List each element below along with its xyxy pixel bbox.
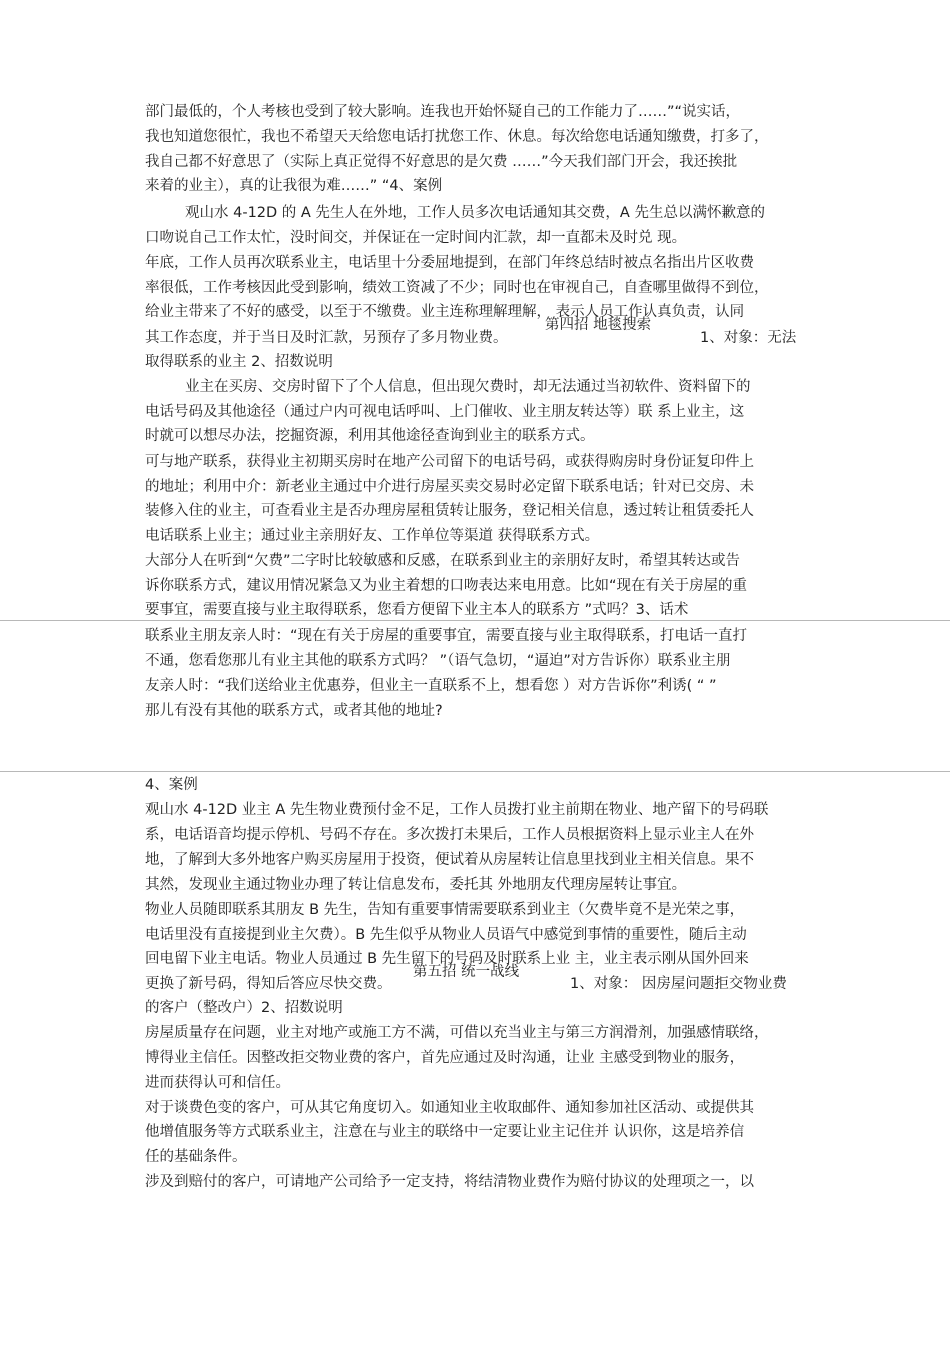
text-line: 4、案例 (145, 777, 198, 793)
page-divider (0, 620, 950, 621)
section-heading-5: 第五招 统一战线 (413, 964, 520, 980)
text-line: 的客户（整改户）2、招数说明 (145, 1000, 343, 1016)
text-line: 部门最低的，个人考核也受到了较大影响。连我也开始怀疑自己的工作能力了……”“说实话， (145, 104, 741, 120)
text-line: 更换了新号码，得知后答应尽快交费。 (145, 976, 392, 992)
text-line: 来着的业主），真的让我很为难……” “4、案例 (145, 178, 443, 194)
text-line: 观山水 4-12D 业主 A 先生物业费预付金不足，工作人员拨打业主前期在物业、地产留下的号码联 (145, 802, 769, 818)
text-line: 系，电话语音均提示停机、号码不存在。多次拨打未果后，工作人员根据资料上显示业主人在外 (145, 827, 754, 843)
text-line: 可与地产联系，获得业主初期买房时在地产公司留下的电话号码，或获得购房时身份证复印件上 (145, 454, 754, 470)
text-line: 我也知道您很忙，我也不希望天天给您电话打扰您工作、休息。每次给您电话通知缴费，打多了， (145, 129, 769, 145)
text-line: 年底，工作人员再次联系业主，电话里十分委屈地提到，在部门年终总结时被点名指出片区收费 (145, 255, 754, 271)
text-line: 博得业主信任。因整改拒交物业费的客户，首先应通过及时沟通，让业 主感受到物业的服务， (145, 1050, 745, 1066)
text-line: 电话号码及其他途径（通过户内可视电话呼叫、上门催收、业主朋友转达等）联 系上业主，这 (145, 404, 745, 420)
text-line: 友亲人时：“我们送给业主优惠券，但业主一直联系不上，想看您 ）对方告诉你”利诱( “ ” (145, 678, 717, 694)
text-line: 取得联系的业主 2、招数说明 (145, 354, 333, 370)
text-line: 业主在买房、交房时留下了个人信息，但出现欠费时，却无法通过当初软件、资料留下的 (185, 379, 751, 395)
text-line: 给业主带来了不好的感受，以至于不缴费。业主连称理解理解， 表示人员工作认真负责，认同 (145, 304, 745, 320)
text-line: 任的基础条件。 (145, 1149, 247, 1165)
text-line: 回电留下业主电话。物业人员通过 B 先生留下的号码及时联系上业 主，业主表示刚从国外回来 (145, 951, 749, 967)
page-divider (0, 771, 950, 772)
text-line: 时就可以想尽办法，挖掘资源，利用其他途径查询到业主的联系方式。 (145, 428, 595, 444)
text-line: 其工作态度，并于当日及时汇款，另预存了多月物业费。 (145, 330, 508, 346)
text-line: 要事宜，需要直接与业主取得联系，您看方便留下业主本人的联系方 ”式吗？3、话术 (145, 602, 689, 618)
text-line: 他增值服务等方式联系业主，注意在与业主的联络中一定要让业主记住并 认识你，这是培养信 (145, 1124, 745, 1140)
text-line: 诉你联系方式，建议用情况紧急又为业主着想的口吻表达来电用意。比如“现在有关于房屋的重 (145, 578, 748, 594)
text-line: 电话里没有直接提到业主欠费）。B 先生似乎从物业人员语气中感觉到事情的重要性，随后主动 (145, 927, 747, 943)
text-line: 那儿有没有其他的联系方式，或者其他的地址? (145, 703, 443, 719)
section-target-4: 1、对象：无法 (700, 330, 797, 346)
text-line: 口吻说自己工作太忙，没时间交，并保证在一定时间内汇款，却一直都未及时兑 现。 (145, 230, 687, 246)
text-line: 装修入住的业主，可查看业主是否办理房屋租赁转让服务，登记相关信息，透过转让租赁委托人 (145, 503, 754, 519)
text-line: 观山水 4-12D 的 A 先生人在外地，工作人员多次电话通知其交费，A 先生总以满怀歉意的 (185, 205, 765, 221)
text-line: 对于谈费色变的客户，可从其它角度切入。如通知业主收取邮件、通知参加社区活动、或提供其 (145, 1100, 754, 1116)
text-line: 其然，发现业主通过物业办理了转让信息发布，委托其 外地朋友代理房屋转让事宜。 (145, 877, 687, 893)
text-line: 物业人员随即联系其朋友 B 先生，告知有重要事情需要联系到业主（欠费毕竟不是光荣之事， (145, 902, 745, 918)
text-line: 联系业主朋友亲人时：“现在有关于房屋的重要事宜，需要直接与业主取得联系，打电话一直打 (145, 628, 748, 644)
text-line: 大部分人在听到“欠费”二字时比较敏感和反感，在联系到业主的亲朋好友时，希望其转达或告 (145, 553, 741, 569)
text-line: 电话联系上业主；通过业主亲朋好友、工作单位等渠道 获得联系方式。 (145, 528, 600, 544)
text-line: 率很低，工作考核因此受到影响，绩效工资减了不少；同时也在审视自己，自查哪里做得不到位， (145, 280, 769, 296)
text-line: 我自己都不好意思了（实际上真正觉得不好意思的是欠费 ……”今天我们部门开会，我还挨批 (145, 154, 738, 170)
text-line: 进而获得认可和信任。 (145, 1075, 290, 1091)
section-target-5: 1、对象： 因房屋问题拒交物业费 (570, 976, 787, 992)
text-line: 涉及到赔付的客户，可请地产公司给予一定支持，将结清物业费作为赔付协议的处理项之一，以 (145, 1174, 754, 1190)
text-line: 的地址；利用中介：新老业主通过中介进行房屋买卖交易时必定留下联系电话；针对已交房、未 (145, 479, 754, 495)
section-heading-4: 第四招 地毯搜索 (545, 317, 652, 333)
text-line: 房屋质量存在问题，业主对地产或施工方不满，可借以充当业主与第三方润滑剂，加强感情联络， (145, 1025, 769, 1041)
text-line: 不通，您看您那儿有业主其他的联系方式吗？ ”（语气急切，“逼迫”对方告诉你）联系业主朋 (145, 653, 731, 669)
text-line: 地，了解到大多外地客户购买房屋用于投资，便试着从房屋转让信息里找到业主相关信息。果不 (145, 852, 754, 868)
